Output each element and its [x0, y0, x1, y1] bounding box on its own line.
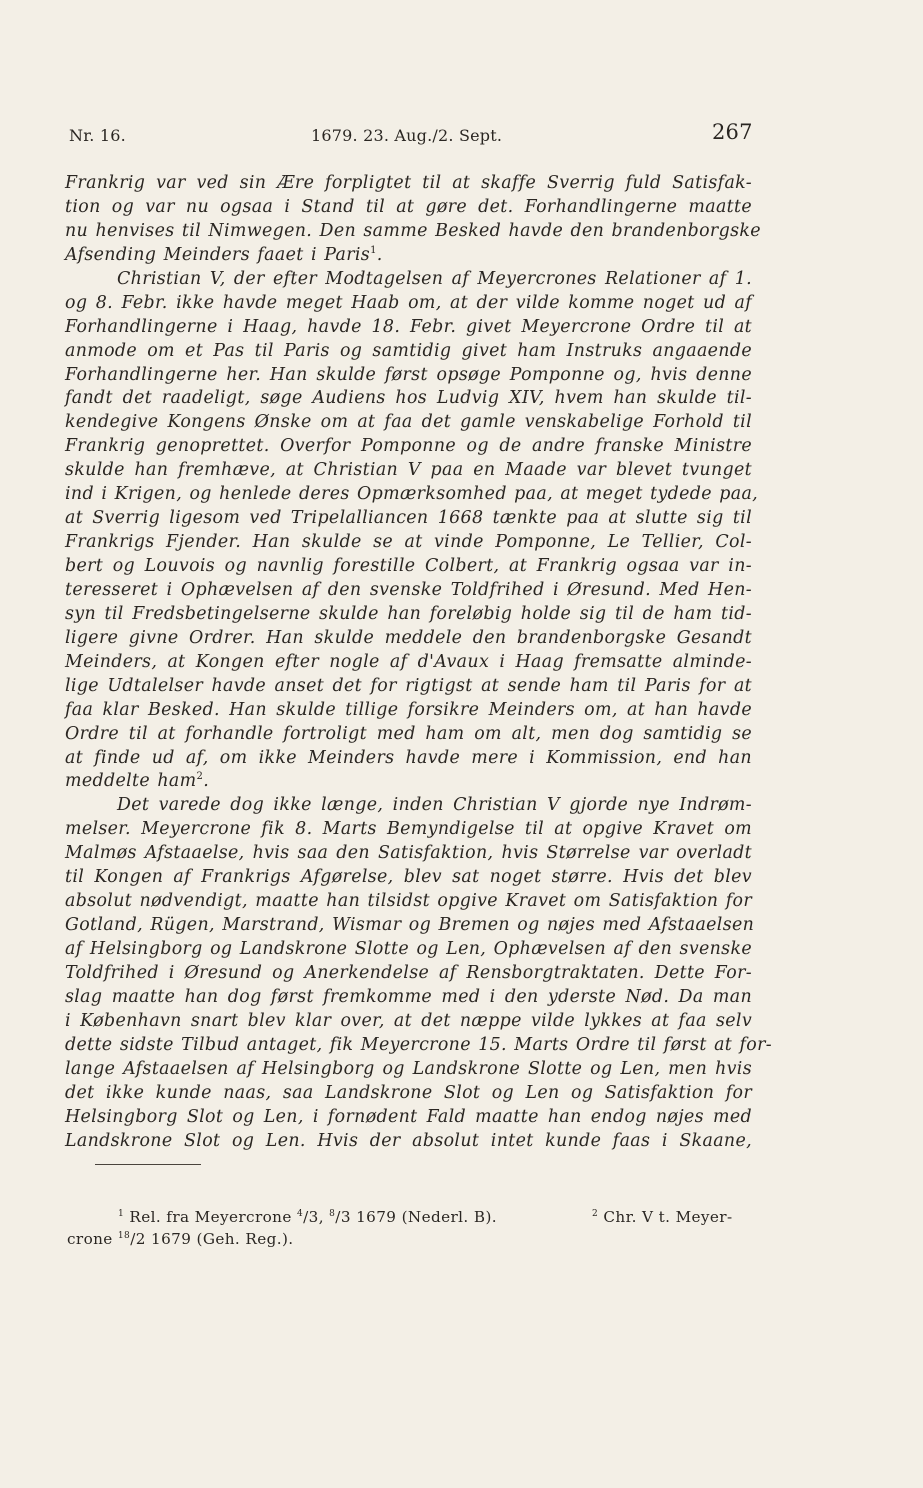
footnote-separator-text: , [318, 1208, 330, 1226]
text-line: Frankrig var ved sin Ære forpligtet til at skaffe Sverrig fuld Satisfak- [65, 173, 752, 193]
text-line: ligere givne Ordrer. Han skulde meddele den brandenborgske Gesandt [65, 627, 752, 648]
text-line: Frankrig genoprettet. Overfor Pomponne og de andre franske Ministre [65, 436, 752, 457]
text-line: slag maatte han dog først fremkomme med i den yderste Nød. Da man [65, 986, 752, 1007]
text-line: dette sidste Tilbud antaget, fik Meyercrone 15. Marts Ordre til først at for- [65, 1034, 772, 1055]
footnote-text: crone [67, 1230, 118, 1248]
text-line: at finde ud af, om ikke Meinders havde mere i Kommission, end han [65, 747, 752, 768]
text-line: Meinders, at Kongen efter nogle af d'Avaux i Haag fremsatte alminde- [65, 651, 752, 672]
text-line: kendegive Kongens Ønske om at faa det gamle venskabelige Forhold til [65, 412, 752, 433]
text-line: Helsingborg Slot og Len, i fornødent Fald maatte han endog nøjes med [65, 1106, 752, 1127]
footnote-number: 2 [592, 1209, 599, 1219]
text-line: til Kongen af Frankrigs Afgørelse, blev sat noget større. Hvis det blev [65, 867, 752, 888]
footnote-text: 1679 (Geh. Reg.). [145, 1230, 294, 1248]
footnote-text: Chr. V t. Meyer- [603, 1208, 733, 1226]
text-line: Landskrone Slot og Len. Hvis der absolut intet kunde faas i Skaane, [65, 1130, 752, 1151]
header-date-range: 1679. 23. Aug./2. Sept. [311, 126, 503, 145]
text-line: at Sverrig ligesom ved Tripelalliancen 1668 tænkte paa at slutte sig til [65, 508, 752, 529]
text-line: Toldfrihed i Øresund og Anerkendelse af Rensborgtraktaten. Dette For- [65, 962, 752, 983]
date-numerator: 18 [117, 1231, 131, 1241]
footnote-1 [118, 1208, 497, 1226]
date-denominator: /2 [130, 1230, 146, 1248]
text-line: Gotland, Rügen, Marstrand, Wismar og Bremen og nøjes med Afstaaelsen [65, 915, 755, 936]
text-line-content: meddelte ham [65, 771, 197, 792]
text-line: skulde han fremhæve, at Christian V paa en Maade var blevet tvunget [65, 460, 752, 481]
text-line: i København snart blev klar over, at det næppe vilde lykkes at faa selv [65, 1010, 752, 1031]
footnote-text: Rel. fra Meyercrone [129, 1208, 297, 1226]
text-line: melser. Meyercrone fik 8. Marts Bemyndigelse til at opgive Kravet om [65, 819, 752, 840]
text-line: Forhandlingerne her. Han skulde først opsøge Pomponne og, hvis denne [65, 364, 752, 385]
footnote-2 [592, 1208, 732, 1226]
text-line [65, 244, 752, 268]
text-line: Ordre til at forhandle fortroligt med ham om alt, men dog samtidig se [65, 723, 752, 744]
text-line: syn til Fredsbetingelserne skulde han foreløbig holde sig til de ham tid- [65, 603, 752, 624]
footnote-marker-punct: . [203, 771, 210, 792]
text-line: fandt det raadeligt, søge Audiens hos Ludvig XIV, hvem han skulde til- [65, 388, 752, 409]
text-line: tion og var nu ogsaa i Stand til at gøre det. Forhandlingerne maatte [65, 196, 752, 217]
date-denominator: /3 [303, 1208, 319, 1226]
date-denominator: /3 [335, 1208, 351, 1226]
text-line: lige Udtalelser havde anset det for rigtigst at sende ham til Paris for at [65, 675, 752, 696]
footnote-text: 1679 (Nederl. B). [350, 1208, 497, 1226]
text-line: Malmøs Afstaaelse, hvis saa den Satisfaktion, hvis Størrelse var overladt [65, 843, 752, 864]
page-number: 267 [712, 120, 753, 144]
text-line: teresseret i Ophævelsen af den svenske Toldfrihed i Øresund. Med Hen- [65, 579, 752, 600]
body-text [65, 172, 772, 1153]
text-line: af Helsingborg og Landskrone Slotte og Len, Ophævelsen af den svenske [65, 939, 752, 959]
footnote-2-continued [67, 1230, 294, 1248]
text-line: det ikke kunde naas, saa Landskrone Slot og Len og Satisfaktion for [65, 1082, 752, 1103]
text-line: faa klar Besked. Han skulde tillige forsikre Meinders om, at han havde [65, 699, 752, 720]
text-line [65, 770, 752, 794]
date-numerator: 8 [329, 1209, 336, 1219]
text-line: anmode om et Pas til Paris og samtidig givet ham Instruks angaaende [65, 340, 752, 361]
text-line: Frankrigs Fjender. Han skulde se at vinde Pomponne, Le Tellier, Col- [65, 532, 752, 553]
text-line: absolut nødvendigt, maatte han tilsidst opgive Kravet om Satisfaktion for [65, 891, 752, 912]
text-line: bert og Louvois og navnlig forestille Colbert, at Frankrig ogsaa var in- [65, 556, 752, 576]
text-line: Forhandlingerne i Haag, havde 18. Febr. givet Meyercrone Ordre til at [65, 316, 752, 337]
text-line: og 8. Febr. ikke havde meget Haab om, at der vilde komme noget ud af [65, 292, 752, 313]
footnote-marker: 1 [370, 244, 377, 256]
text-line: ind i Krigen, og henlede deres Opmærksomhed paa, at meget tydede paa, [65, 484, 759, 505]
footnote-separator [95, 1164, 201, 1165]
footnote-marker-punct: . [376, 244, 383, 265]
text-line-content: Afsending Meinders faaet i Paris [65, 244, 371, 265]
text-line: lange Afstaaelsen af Helsingborg og Landskrone Slotte og Len, men hvis [65, 1058, 752, 1079]
text-line: Det varede dog ikke længe, inden Christian V gjorde nye Indrøm- [117, 795, 752, 816]
footnote-number: 1 [118, 1209, 125, 1219]
header-issue-number: Nr. 16. [69, 126, 126, 145]
text-line: Christian V, der efter Modtagelsen af Meyercrones Relationer af 1. [117, 268, 752, 289]
text-line: nu henvises til Nimwegen. Den samme Besked havde den brandenborgske [65, 220, 761, 241]
footnote-marker: 2 [196, 771, 204, 783]
date-numerator: 4 [296, 1209, 304, 1219]
